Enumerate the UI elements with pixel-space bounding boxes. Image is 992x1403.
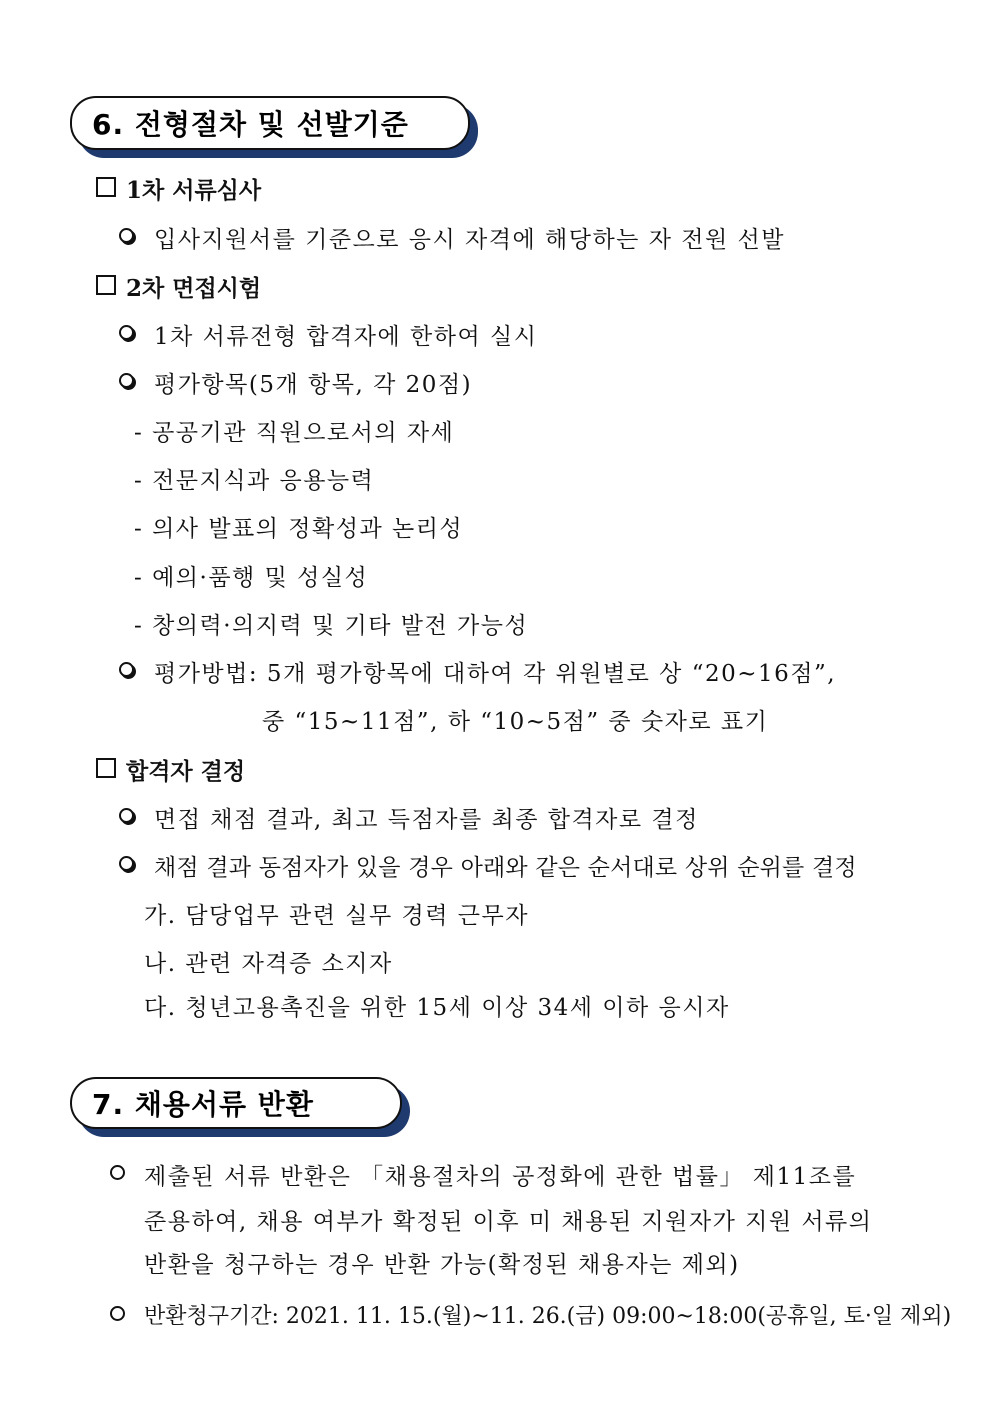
section-6-title: 6. 전형절차 및 선발기준 <box>92 108 409 141</box>
criteria-item: - 전문지식과 응용능력 <box>134 468 375 494</box>
interview-heading: 2차 면접시험 <box>126 275 262 302</box>
bullet-circle-icon <box>119 856 134 871</box>
priority-item: 가. 담당업무 관련 실무 경력 근무자 <box>144 903 529 929</box>
criteria-item: - 예의·품행 및 성실성 <box>134 565 369 591</box>
section-7-title: 7. 채용서류 반환 <box>92 1088 314 1121</box>
bullet-circle-icon <box>119 228 134 243</box>
checkbox-square-icon <box>96 758 116 778</box>
bullet-hollow-circle-icon <box>110 1306 125 1321</box>
section-6-header <box>70 96 470 150</box>
decision-heading: 합격자 결정 <box>126 758 246 785</box>
doc-review-item: 입사지원서를 기준으로 응시 자격에 해당하는 자 전원 선발 <box>154 227 785 253</box>
checkbox-square-icon <box>96 275 116 295</box>
bullet-circle-icon <box>119 325 134 340</box>
interview-item-3-line1: 평가방법: 5개 평가항목에 대하여 각 위원별로 상 “20~16점”, <box>154 661 837 687</box>
criteria-item: - 창의력·의지력 및 기타 발전 가능성 <box>134 613 529 639</box>
criteria-item: - 공공기관 직원으로서의 자세 <box>134 420 455 446</box>
interview-item-3-line2: 중 “15~11점”, 하 “10~5점” 중 숫자로 표기 <box>262 709 769 735</box>
bullet-circle-icon <box>119 373 134 388</box>
section-7-header <box>70 1077 402 1129</box>
bullet-circle-icon <box>119 662 134 677</box>
interview-item-1: 1차 서류전형 합격자에 한하여 실시 <box>154 324 538 350</box>
return-item-1-line3: 반환을 청구하는 경우 반환 가능(확정된 채용자는 제외) <box>144 1252 740 1278</box>
decision-item-2: 채점 결과 동점자가 있을 경우 아래와 같은 순서대로 상위 순위를 결정 <box>154 855 857 881</box>
decision-item-1: 면접 채점 결과, 최고 득점자를 최종 합격자로 결정 <box>154 807 699 833</box>
checkbox-square-icon <box>96 177 116 197</box>
interview-item-2: 평가항목(5개 항목, 각 20점) <box>154 372 473 398</box>
doc-review-heading: 1차 서류심사 <box>126 177 262 204</box>
bullet-circle-icon <box>119 808 134 823</box>
return-item-1-line2: 준용하여, 채용 여부가 확정된 이후 미 채용된 지원자가 지원 서류의 <box>144 1209 873 1235</box>
return-item-1-line1: 제출된 서류 반환은 「채용절차의 공정화에 관한 법률」 제11조를 <box>144 1164 857 1190</box>
priority-item: 나. 관련 자격증 소지자 <box>144 951 393 977</box>
bullet-hollow-circle-icon <box>110 1165 125 1180</box>
criteria-item: - 의사 발표의 정확성과 논리성 <box>134 516 464 542</box>
priority-item: 다. 청년고용촉진을 위한 15세 이상 34세 이하 응시자 <box>144 995 730 1021</box>
return-item-2: 반환청구기간: 2021. 11. 15.(월)~11. 26.(금) 09:00~18:00(공휴일, 토·일 제외) <box>144 1304 952 1329</box>
